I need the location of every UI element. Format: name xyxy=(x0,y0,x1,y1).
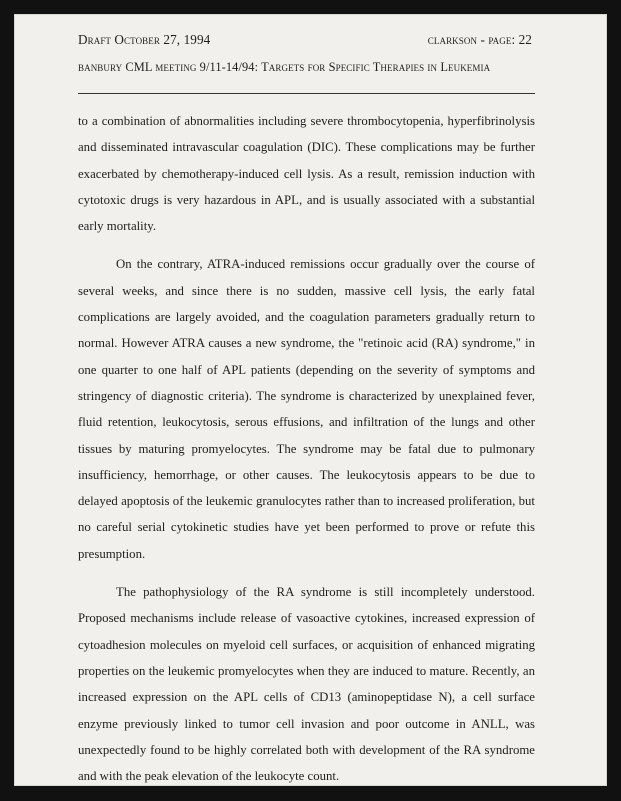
header-page-number: clarkson - page: 22 xyxy=(427,32,532,47)
header-date: Draft October 27, 1994 xyxy=(78,32,211,47)
document-page xyxy=(14,14,607,786)
paragraph-2: On the contrary, ATRA-induced remissions occur gradually over the course of several weeks, and since there is no sudden, massive cell lysis, the early fatal complications are largely avoided, and the coagulation parameters gradually return to normal. However ATRA causes a new syndrome, the "retinoic acid (RA) syndrome," in one quarter to one half of APL patients (depending on the severity of symptoms and stringency of diagnostic criteria). The syndrome is characterized by unexplained fever, fluid retention, leukocytosis, serous effusions, and infiltration of the lungs and other tissues by maturing promyelocytes. The syndrome may be fatal due to pulmonary insufficiency, hemorrhage, or other causes. The leukocytosis appears to be due to delayed apoptosis of the leukemic granulocytes rather than to increased proliferation, but no careful serial cytokinetic studies have yet been performed to prove or refute this presumption. xyxy=(78,257,535,561)
header-subtitle: banbury CML meeting 9/11-14/94: Targets for Specific Therapies in Leukemia xyxy=(78,60,491,74)
running-header xyxy=(78,32,532,48)
paragraph-1: to a combination of abnormalities including severe thrombocytopenia, hyperfibrinolysis and disseminated intravascular coagulation (DIC). These complications may be further exacerbated by chemotherapy-induced cell lysis. As a result, remission induction with cytotoxic drugs is very hazardous in APL, and is usually associated with a substantial early mortality. xyxy=(78,114,535,234)
header-divider xyxy=(78,93,535,94)
document-body xyxy=(78,108,535,801)
paragraph-3: The pathophysiology of the RA syndrome is still incompletely understood. Proposed mechanisms include release of vasoactive cytokines, increased expression of cytoadhesion molecules on myeloid cell surfaces, or acquisition of enhanced migrating properties on the leukemic promyelocytes when they are induced to mature. Recently, an increased expression on the APL cells of CD13 (aminopeptidase N), a cell surface enzyme previously linked to tumor cell invasion and poor outcome in ANLL, was unexpectedly found to be highly correlated both with development of the RA syndrome and with the peak elevation of the leukocyte count. xyxy=(78,585,535,784)
